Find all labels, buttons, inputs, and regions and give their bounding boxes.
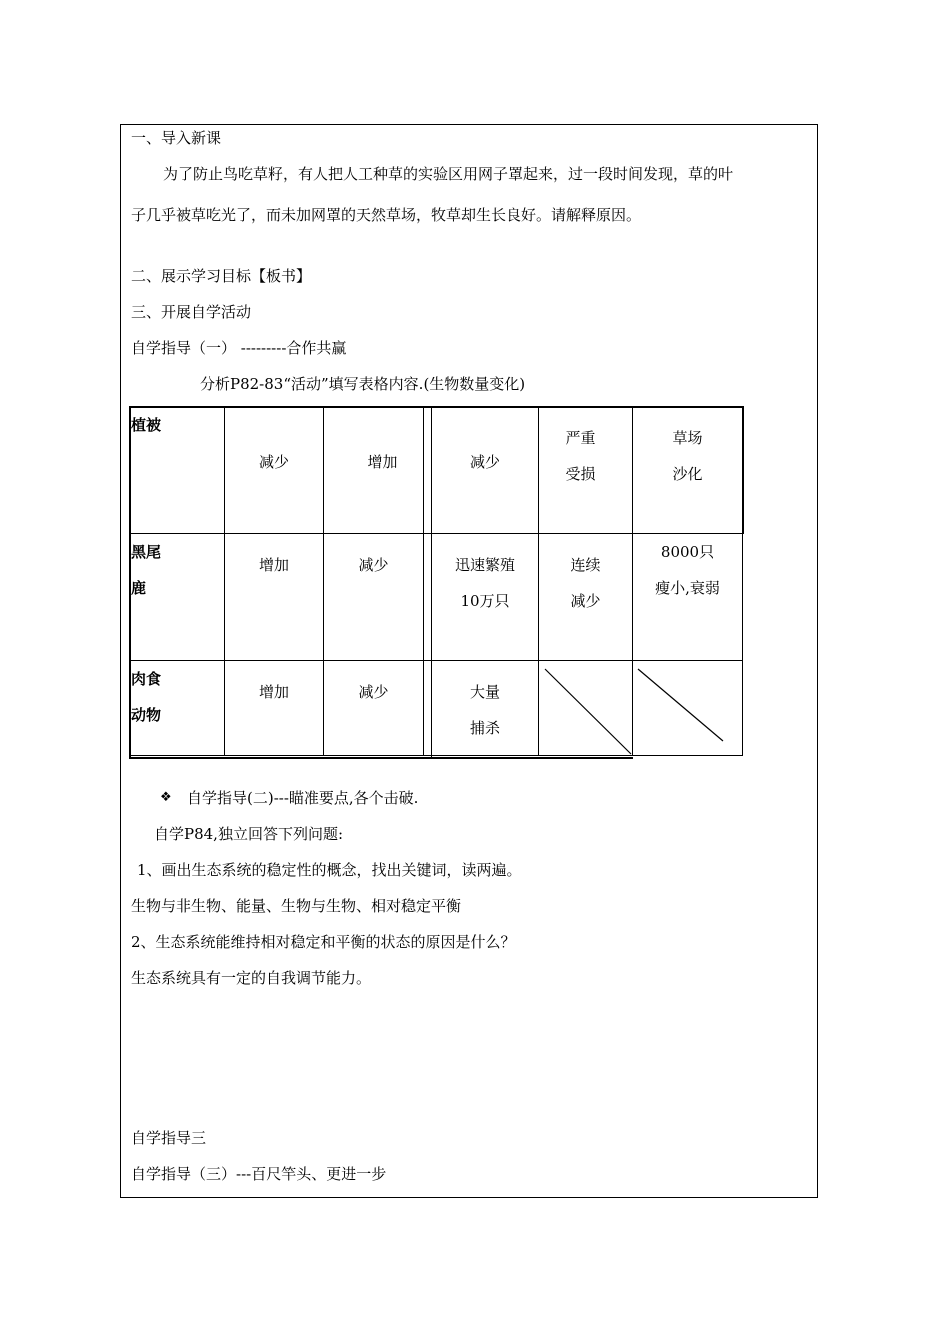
table-cell: 增加 (225, 661, 324, 756)
table-cell: 草场 沙化 (633, 407, 743, 534)
answer-1: 生物与非生物、能量、生物与生物、相对稳定平衡 (131, 897, 462, 915)
table-cell-struck (539, 661, 633, 756)
guide1-instruction: 分析P82-83“活动”填写表格内容.(生物数量变化) (200, 375, 526, 393)
table-cell: 减少 (324, 661, 424, 756)
table-double-rule (431, 408, 432, 758)
table-border-bottom (129, 757, 633, 759)
guide3-title: 自学指导（三）---百尺竿头、更进一步 (131, 1165, 387, 1183)
question-2: 2、生态系统能维持相对稳定和平衡的状态的原因是什么？ (131, 933, 516, 951)
diamond-bullet-icon: ❖ (160, 790, 172, 805)
intro-paragraph-line2: 子几乎被草吃光了，而未加网罩的天然草场，牧草却生长良好。请解释原因。 (131, 206, 642, 224)
table-cell: 增加 (324, 407, 424, 534)
row-header: 肉食 动物 (130, 661, 225, 756)
table-border-right (742, 406, 744, 534)
table-cell: 增加 (225, 534, 324, 661)
row-header: 黑尾 鹿 (130, 534, 225, 661)
table-border-top (129, 406, 744, 408)
guide3-label: 自学指导三 (131, 1129, 207, 1147)
table-cell: 严重 受损 (539, 407, 633, 534)
guide2-title: 自学指导(二)---瞄准要点,各个击破. (187, 789, 419, 807)
table-cell: 大量 捕杀 (432, 661, 539, 756)
table-cell: 减少 (324, 534, 424, 661)
table-cell: 迅速繁殖 10万只 (432, 534, 539, 661)
table-cell: 减少 (225, 407, 324, 534)
guide1-title: 自学指导（一） ---------合作共赢 (131, 339, 347, 357)
table-cell: 连续 减少 (539, 534, 633, 661)
question-1: 1、画出生态系统的稳定性的概念，找出关键词，读两遍。 (137, 861, 522, 879)
diagonal-strike-icon (539, 661, 633, 756)
table-row (130, 534, 743, 661)
table-cell: 减少 (432, 407, 539, 534)
intro-paragraph-line1: 为了防止鸟吃草籽，有人把人工种草的实验区用网子罩起来，过一段时间发现，草的叶 (163, 165, 734, 183)
population-change-table (129, 406, 743, 756)
intro-heading: 一、导入新课 (131, 129, 222, 147)
diagonal-strike-icon (633, 661, 743, 756)
answer-2: 生态系统具有一定的自我调节能力。 (131, 969, 372, 987)
section-3-heading: 三、开展自学活动 (131, 303, 252, 321)
table-cell-struck (633, 661, 743, 756)
row-header: 植被 (130, 407, 225, 534)
section-2-heading: 二、展示学习目标【板书】 (131, 267, 312, 285)
table-border-left (129, 406, 131, 759)
table-cell: 8000只 瘦小,衰弱 (633, 534, 743, 661)
table-row (130, 661, 743, 756)
table-row (130, 407, 743, 534)
guide2-intro: 自学P84,独立回答下列问题: (154, 825, 344, 843)
